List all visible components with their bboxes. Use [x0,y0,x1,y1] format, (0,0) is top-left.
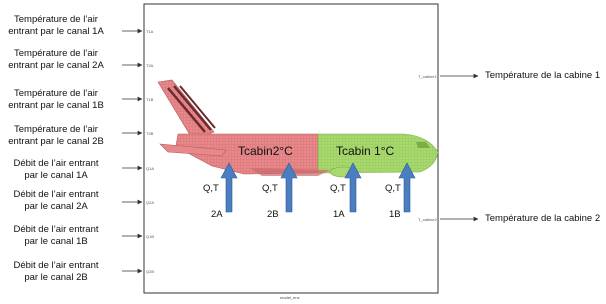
input-label-line: Température de l’air [14,48,98,59]
flow-channel-label: 1A [333,209,345,220]
port-label: Q1A [146,166,155,171]
port-label: Q2A [146,200,155,205]
output-arrows [440,76,478,219]
port-label: T1B [146,97,154,102]
block-name: model_env [280,295,300,300]
cabin2-temperature-label: Tcabin2°C [238,144,293,158]
port-label: Q2B [146,269,155,274]
input-label-line: Débit de l’air entrant [13,224,99,235]
flow-qt-label: Q,T [262,183,278,194]
cabin1-temperature-label: Tcabin 1°C [336,144,395,158]
input-label-line: par le canal 2A [24,201,88,212]
input-label-q2a [0,189,112,213]
input-label-line: par le canal 2B [24,272,88,283]
airplane [158,80,438,177]
input-label-line: Débit de l’air entrant [13,189,99,200]
input-label-line: entrant par le canal 2B [8,136,104,147]
output-label-cabine1: Température de la cabine 1 [485,70,601,81]
input-label-line: entrant par le canal 1A [8,26,104,37]
flow-channel-label: 1B [389,209,401,220]
input-label-line: Température de l’air [14,88,98,99]
port-label: T_cabine1 [418,74,437,79]
input-arrows [122,31,142,271]
port-label: T_cabine2 [418,217,437,222]
port-label: T1A [146,29,154,34]
flow-qt-label: Q,T [330,183,346,194]
input-label-q1b [0,224,112,248]
input-label-line: entrant par le canal 2A [8,60,104,71]
input-label-q2b [0,260,112,284]
port-label: Q1B [146,234,155,239]
flow-channel-label: 2B [267,209,279,220]
flow-qt-label: Q,T [385,183,401,194]
input-label-line: Température de l’air [14,124,98,135]
port-label: T2A [146,63,154,68]
input-label-line: Débit de l’air entrant [13,260,99,271]
output-label-cabine2: Température de la cabine 2 [485,213,601,224]
input-label-line: Température de l’air [14,14,98,25]
flow-qt-label: Q,T [203,183,219,194]
flow-channel-label: 2A [211,209,223,220]
input-label-t1b [0,88,112,112]
port-label: T2B [146,131,154,136]
input-label-t1a [0,14,112,38]
input-label-t2b [0,124,112,148]
input-label-t2a [0,48,112,72]
input-label-q1a [0,158,112,182]
input-label-line: par le canal 1B [24,236,88,247]
input-label-line: par le canal 1A [24,170,88,181]
input-label-line: entrant par le canal 1B [8,100,104,111]
input-label-line: Débit de l’air entrant [13,158,99,169]
